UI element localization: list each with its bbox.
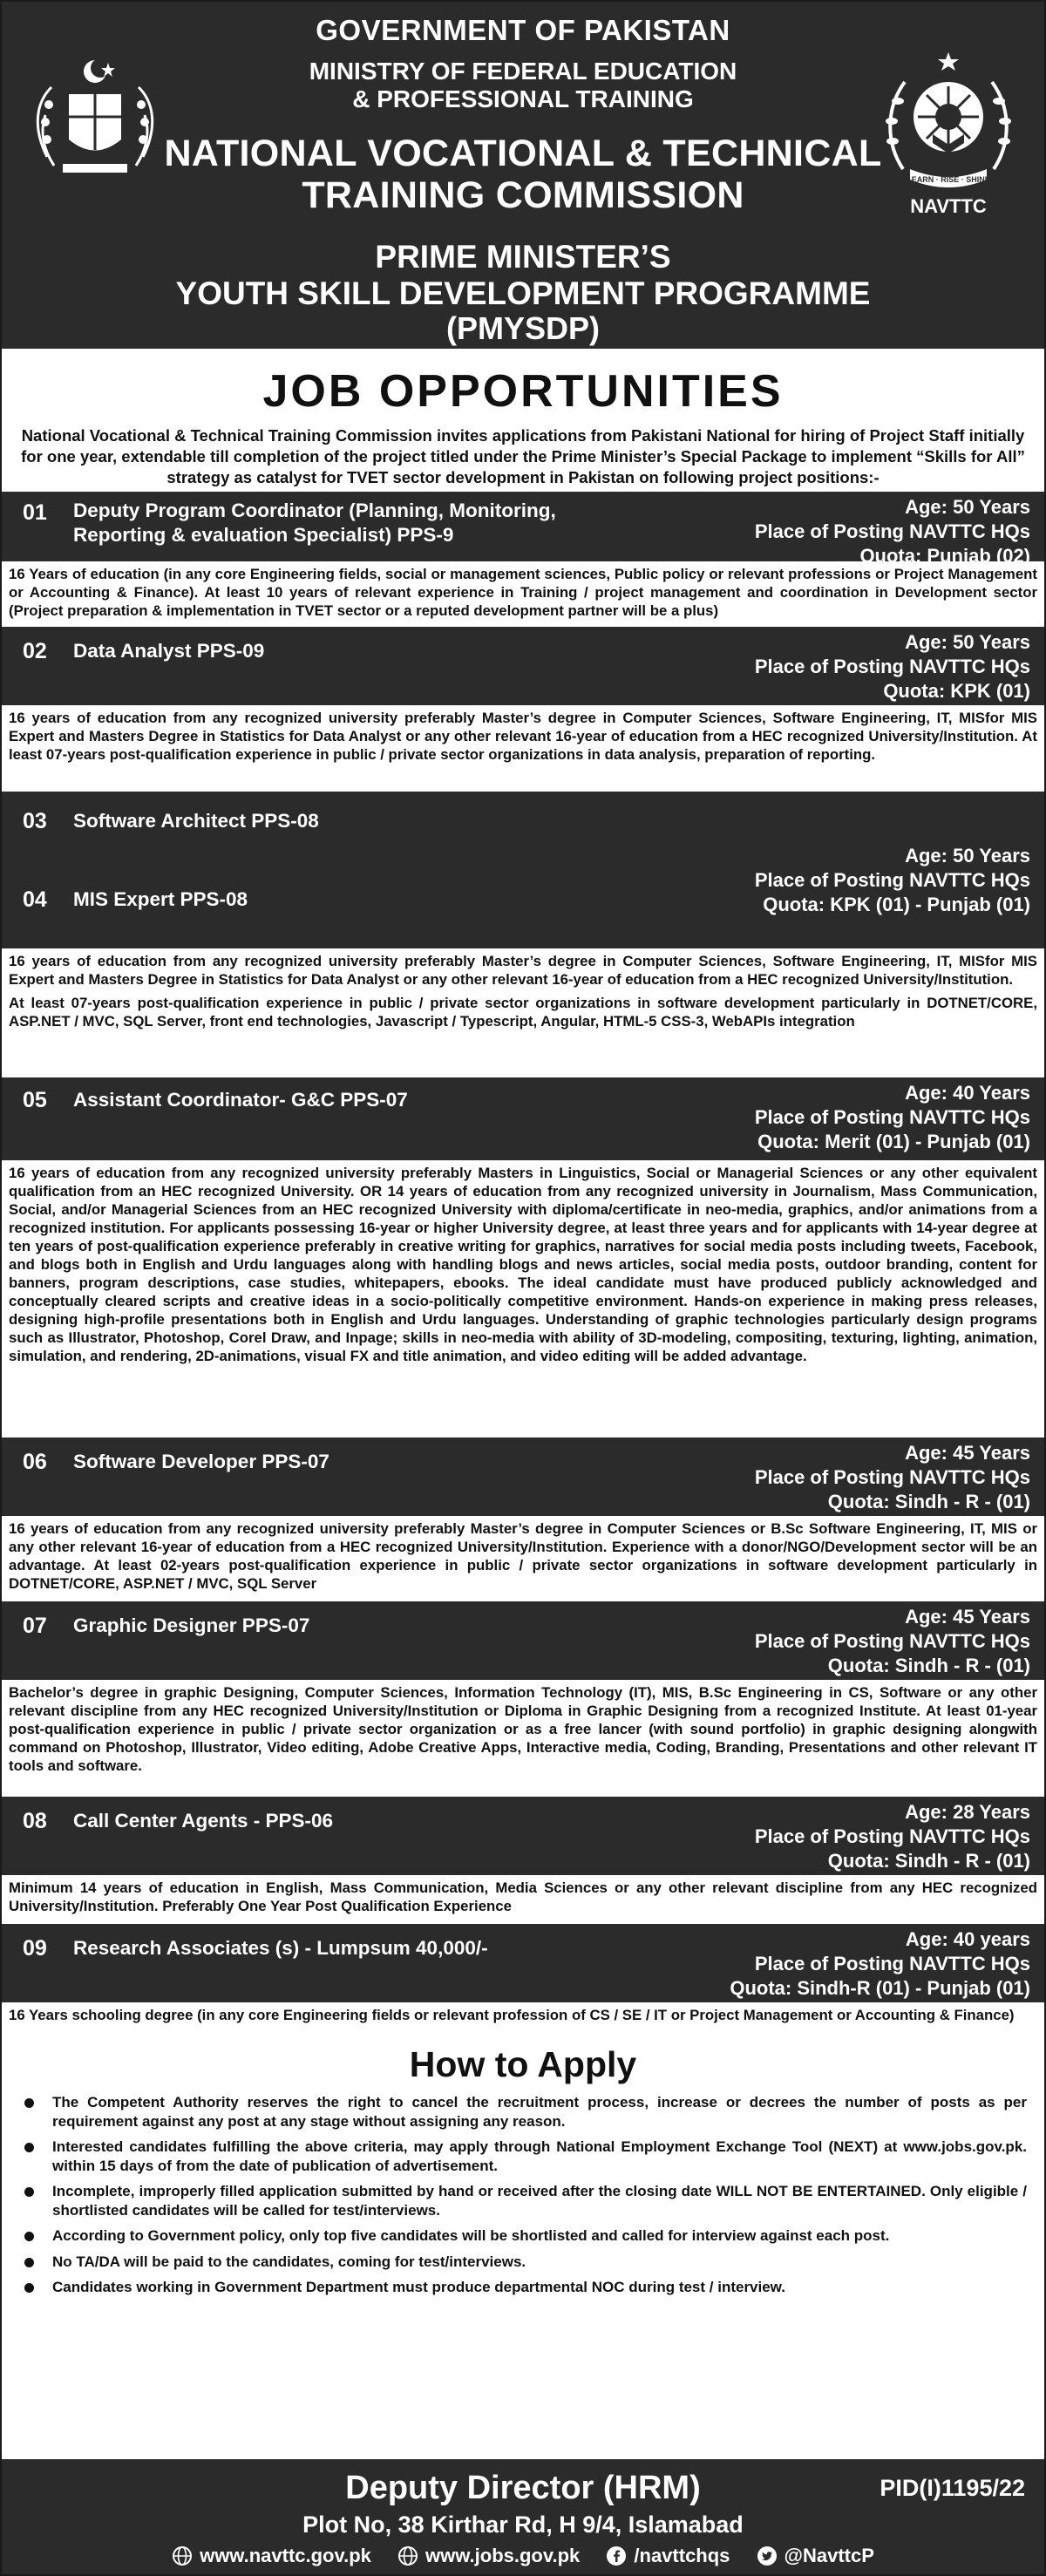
list-item: Interested candidates fulfilling the above criteria, may apply through National Employment Exchange Tool (NEXT) at www.jobs.gov.pk. within 15 days of from the date of publication of advertisement. <box>24 2138 1027 2175</box>
post-description-07: Bachelor’s degree in graphic Designing, Computer Sciences, Information Technology (IT), MIS, B.Sc Engineering in CS, Software or any other relevant discipline from any HEC recognized University/Institution or Diploma in Graphic Designing from a recognized Institute. At least 01-year post-qualification experience in public / private sector organization or as a free lancer (with sound portfolio) in graphic designing alongwith command on Photoshop, Illustrator, Video editing, Adobe Creative Apps, Interactive media, Coding, Branding, Presentations and other relevant IT tools and software. <box>9 1684 1037 1774</box>
post-title: MIS Expert PPS-08 <box>73 888 248 910</box>
intro-paragraph: National Vocational & Technical Training Commission invites applications from Pakistani National for hiring of Project Staff initially for one year, extendable till completion of the project titled under the Prime Minister’s Special Package to implement “Skills for All” strategy as catalyst for TVET sector development in Pakistan on following project positions:- <box>21 426 1025 486</box>
post-header-09 <box>2 1924 1044 2002</box>
post-description-08: Minimum 14 years of education in English, Mass Communication, Media Sciences or any other relevant discipline from any HEC recognized University/Institution. Preferably One Year Post Qualification Experience <box>9 1879 1037 1914</box>
contact-address: Plot No, 38 Kirthar Rd, H 9/4, Islamabad <box>302 2511 744 2538</box>
post-description-paragraph: 16 years of education from any recognized university preferably Master’s degree in Computer Sciences, Software Engineering, IT, MISfor MIS Expert and Masters Degree in Statistics for Data Analyst or any other relevant 16-year of education from a HEC recognized University/Institution. <box>9 953 1037 988</box>
footer-links <box>2 2545 1044 2572</box>
list-item: The Competent Authority reserves the right to cancel the recruitment process, increase or decrees the number of posts as per requirement against any post at any stage without assigning any reason. <box>24 2093 1027 2131</box>
post-title: Call Center Agents - PPS-06 <box>73 1810 333 1832</box>
post-title: Software Architect PPS-08 <box>73 810 319 832</box>
post-meta <box>755 844 1030 917</box>
post-posting: Place of Posting NAVTTC HQs <box>754 1953 1030 1974</box>
header-banner <box>2 2 1044 349</box>
post-number: 06 <box>23 1450 47 1474</box>
post-quota: Quota: Sindh - R - (01) <box>827 1655 1030 1676</box>
commission-line-1: NATIONAL VOCATIONAL & TECHNICAL <box>164 133 882 174</box>
website-url: www.navttc.gov.pk <box>200 2545 371 2566</box>
twitter-link[interactable] <box>757 2545 874 2567</box>
post-quota: Quota: Sindh - R - (01) <box>827 1850 1030 1872</box>
post-number: 09 <box>23 1936 47 1961</box>
post-description-01: 16 Years of education (in any core Engineering fields, social or management sciences, Public policy or relevant professions or Project Management or Accounting & Finance). At least 10 years of relevant experience in Training / project management and coordination in Development sector (Project preparation & implementation in TVET sector or a reputed development partner will be a plus) <box>9 566 1037 619</box>
post-meta <box>755 495 1030 568</box>
pid-code: PID(I)1195/22 <box>880 2475 1025 2501</box>
post-header-05 <box>2 1077 1044 1160</box>
post-title: Data Analyst PPS-09 <box>73 640 265 662</box>
programme-line-3: (PMYSDP) <box>445 310 600 346</box>
post-age: Age: 50 Years <box>905 845 1030 867</box>
post-age: Age: 40 years <box>905 1928 1030 1950</box>
ministry-line-1: MINISTRY OF FEDERAL EDUCATION <box>309 58 737 85</box>
post-quota: Quota: Punjab (02) <box>859 545 1030 567</box>
programme-line-2: YOUTH SKILL DEVELOPMENT PROGRAMME <box>175 275 871 311</box>
programme-line-1: PRIME MINISTER’S <box>375 239 671 275</box>
post-quota: Quota: KPK (01) - Punjab (01) <box>763 894 1030 915</box>
post-meta <box>755 1605 1030 1678</box>
post-age: Age: 28 Years <box>905 1801 1030 1823</box>
post-header-02 <box>2 627 1044 705</box>
job-opportunities-title: JOB OPPORTUNITIES <box>262 366 784 417</box>
list-item: Candidates working in Government Department must produce departmental NOC during test / interview. <box>24 2278 1027 2297</box>
globe-icon <box>397 2545 418 2566</box>
contact-designation: Deputy Director (HRM) <box>345 2470 701 2506</box>
post-number: 01 <box>23 500 47 525</box>
post-meta <box>755 1081 1030 1154</box>
post-meta <box>730 1927 1030 2001</box>
post-quota: Quota: Sindh - R - (01) <box>827 1491 1030 1512</box>
post-header-01 <box>2 492 1044 567</box>
post-description-05: 16 years of education from any recognized university preferably Masters in Linguistics, Social or Managerial Sciences or any other equivalent qualification from an HEC recognized University. OR 14 years of education from any recognized university in Journalism, Mass Communication, Social, and/or Managerial Sciences from an HEC recognized University with diploma/certificate in neo-media, graphics, and/or animations from a recognized institution. For applicants possessing 16-year or higher University degree, at least three years and for applicants with 14-year degree at ten years of post-qualification experience preferably in creative writing for graphics, narratives for social media posts including tweets, Facebook, and blogs both in English and Urdu languages along with handling blogs and news articles, social media posts, outdoor branding, content for banners, program descriptions, case studies, whitepapers, ebooks. The ideal candidate must have produced publicly acknowledged and conceptually cleared scripts and creative ideas in a socio-politically competitive environment. Hands-on experience in making press releases, designing high-profile presentations both in English and Urdu languages. Understanding of graphic technologies particularly design programs such as Illustrator, Photoshop, Corel Draw, and Inpage; skills in neo-media with ability of 3D-modeling, compositing, texturing, lighting, animation, simulation, and rendering, 2D-animations, visual FX and title animation, and video editing will be added advantage. <box>9 1165 1037 1364</box>
list-item: According to Government policy, only top five candidates will be shortlisted and called for interview against each post. <box>24 2226 1027 2246</box>
post-meta <box>755 1441 1030 1514</box>
post-posting: Place of Posting NAVTTC HQs <box>754 869 1030 891</box>
twitter-handle: @NavttcP <box>784 2545 874 2566</box>
post-description-09: 16 Years schooling degree (in any core Engineering fields or relevant profession of CS / SE / IT or Project Management or Accounting & Finance) <box>9 2007 1015 2023</box>
jobs-portal-url: www.jobs.gov.pk <box>425 2545 581 2566</box>
globe-icon <box>172 2545 193 2566</box>
facebook-link[interactable] <box>606 2545 730 2567</box>
commission-line-2: TRAINING COMMISSION <box>302 174 744 216</box>
list-item: No TA/DA will be paid to the candidates, coming for test/interviews. <box>24 2253 1027 2272</box>
post-number: 07 <box>23 1614 47 1638</box>
ministry-line-2: & PROFESSIONAL TRAINING <box>352 85 694 112</box>
how-to-apply-title: How to Apply <box>409 2044 637 2084</box>
svg-text:NAVTTC: NAVTTC <box>910 195 987 217</box>
post-description-02: 16 years of education from any recognized university preferably Master’s degree in Computer Sciences, Software Engineering, IT, MISfor MIS Expert and Masters Degree in Statistics for Data Analyst or any other relevant 16-year of education from a HEC recognized University/Institution. At least 07-years post-qualification experience in public / private sector organizations in data analysis, preparation of reporting. <box>9 710 1037 763</box>
post-title: Assistant Coordinator- G&C PPS-07 <box>73 1089 408 1111</box>
facebook-icon <box>606 2545 627 2566</box>
post-header-07 <box>2 1601 1044 1680</box>
post-meta <box>755 630 1030 703</box>
post-description-paragraph: At least 07-years post-qualification experience in public / private sector organizations in software development particularly in DOTNET/CORE, ASP.NET / MVC, SQL Server, front end technologies, Javascript / Typescript, Angular, HTML-5 CSS-3, WebAPIs integration <box>9 995 1037 1030</box>
jobs-portal-link[interactable] <box>397 2545 580 2567</box>
post-header-08 <box>2 1797 1044 1875</box>
post-header-03-04 <box>2 792 1044 948</box>
post-age: Age: 50 Years <box>905 496 1030 518</box>
twitter-icon <box>757 2545 778 2566</box>
post-title: Software Developer PPS-07 <box>73 1451 329 1472</box>
list-item: Incomplete, improperly filled application submitted by hand or received after the closing date WILL NOT BE ENTERTAINED. Only eligible / shortlisted candidates will be called for test/interviews. <box>24 2182 1027 2219</box>
post-quota: Quota: Merit (01) - Punjab (01) <box>757 1131 1030 1152</box>
post-number: 08 <box>23 1809 47 1833</box>
post-quota: Quota: KPK (01) <box>883 680 1030 702</box>
how-to-apply-list <box>2 2088 1044 2297</box>
post-age: Age: 50 Years <box>905 631 1030 653</box>
post-age: Age: 45 Years <box>905 1606 1030 1628</box>
post-description-03-04 <box>2 948 1044 1077</box>
post-age: Age: 40 Years <box>905 1082 1030 1104</box>
post-number: 04 <box>23 887 47 912</box>
post-posting: Place of Posting NAVTTC HQs <box>754 1106 1030 1128</box>
post-title: Research Associates (s) - Lumpsum 40,000/- <box>73 1937 488 1959</box>
navttc-logo-icon <box>879 47 1018 221</box>
post-title: Deputy Program Coordinator (Planning, Monitoring, Reporting & evaluation Specialist) PPS-9 <box>73 500 556 546</box>
facebook-handle: /navttchqs <box>634 2545 730 2566</box>
post-header-06 <box>2 1438 1044 1516</box>
post-age: Age: 45 Years <box>905 1442 1030 1464</box>
post-posting: Place of Posting NAVTTC HQs <box>754 520 1030 542</box>
post-posting: Place of Posting NAVTTC HQs <box>754 1466 1030 1488</box>
post-number: 03 <box>23 809 47 833</box>
svg-text:LEARN · RISE · SHINE: LEARN · RISE · SHINE <box>907 175 990 184</box>
post-description-06: 16 years of education from any recognized university preferably Master’s degree in Computer Sciences or B.Sc Software Engineering, IT, MIS or any other relevant 16-year of education from a HEC recognized University/Institution. Experience with a donor/NGO/Development sector will be an advantage. At least 02-years post-qualification experience in public / private sector organizations in software development particularly in DOTNET/CORE, ASP.NET / MVC, SQL Server <box>9 1520 1037 1592</box>
post-quota: Quota: Sindh-R (01) - Punjab (01) <box>730 1977 1030 1999</box>
post-posting: Place of Posting NAVTTC HQs <box>754 656 1030 677</box>
website-link[interactable] <box>172 2545 371 2567</box>
government-heading: GOVERNMENT OF PAKISTAN <box>316 14 730 46</box>
post-number: 02 <box>23 639 47 663</box>
post-posting: Place of Posting NAVTTC HQs <box>754 1630 1030 1652</box>
post-meta <box>755 1800 1030 1873</box>
post-posting: Place of Posting NAVTTC HQs <box>754 1825 1030 1847</box>
post-number: 05 <box>23 1088 47 1112</box>
post-title: Graphic Designer PPS-07 <box>73 1614 310 1636</box>
footer-banner <box>2 2459 1044 2574</box>
